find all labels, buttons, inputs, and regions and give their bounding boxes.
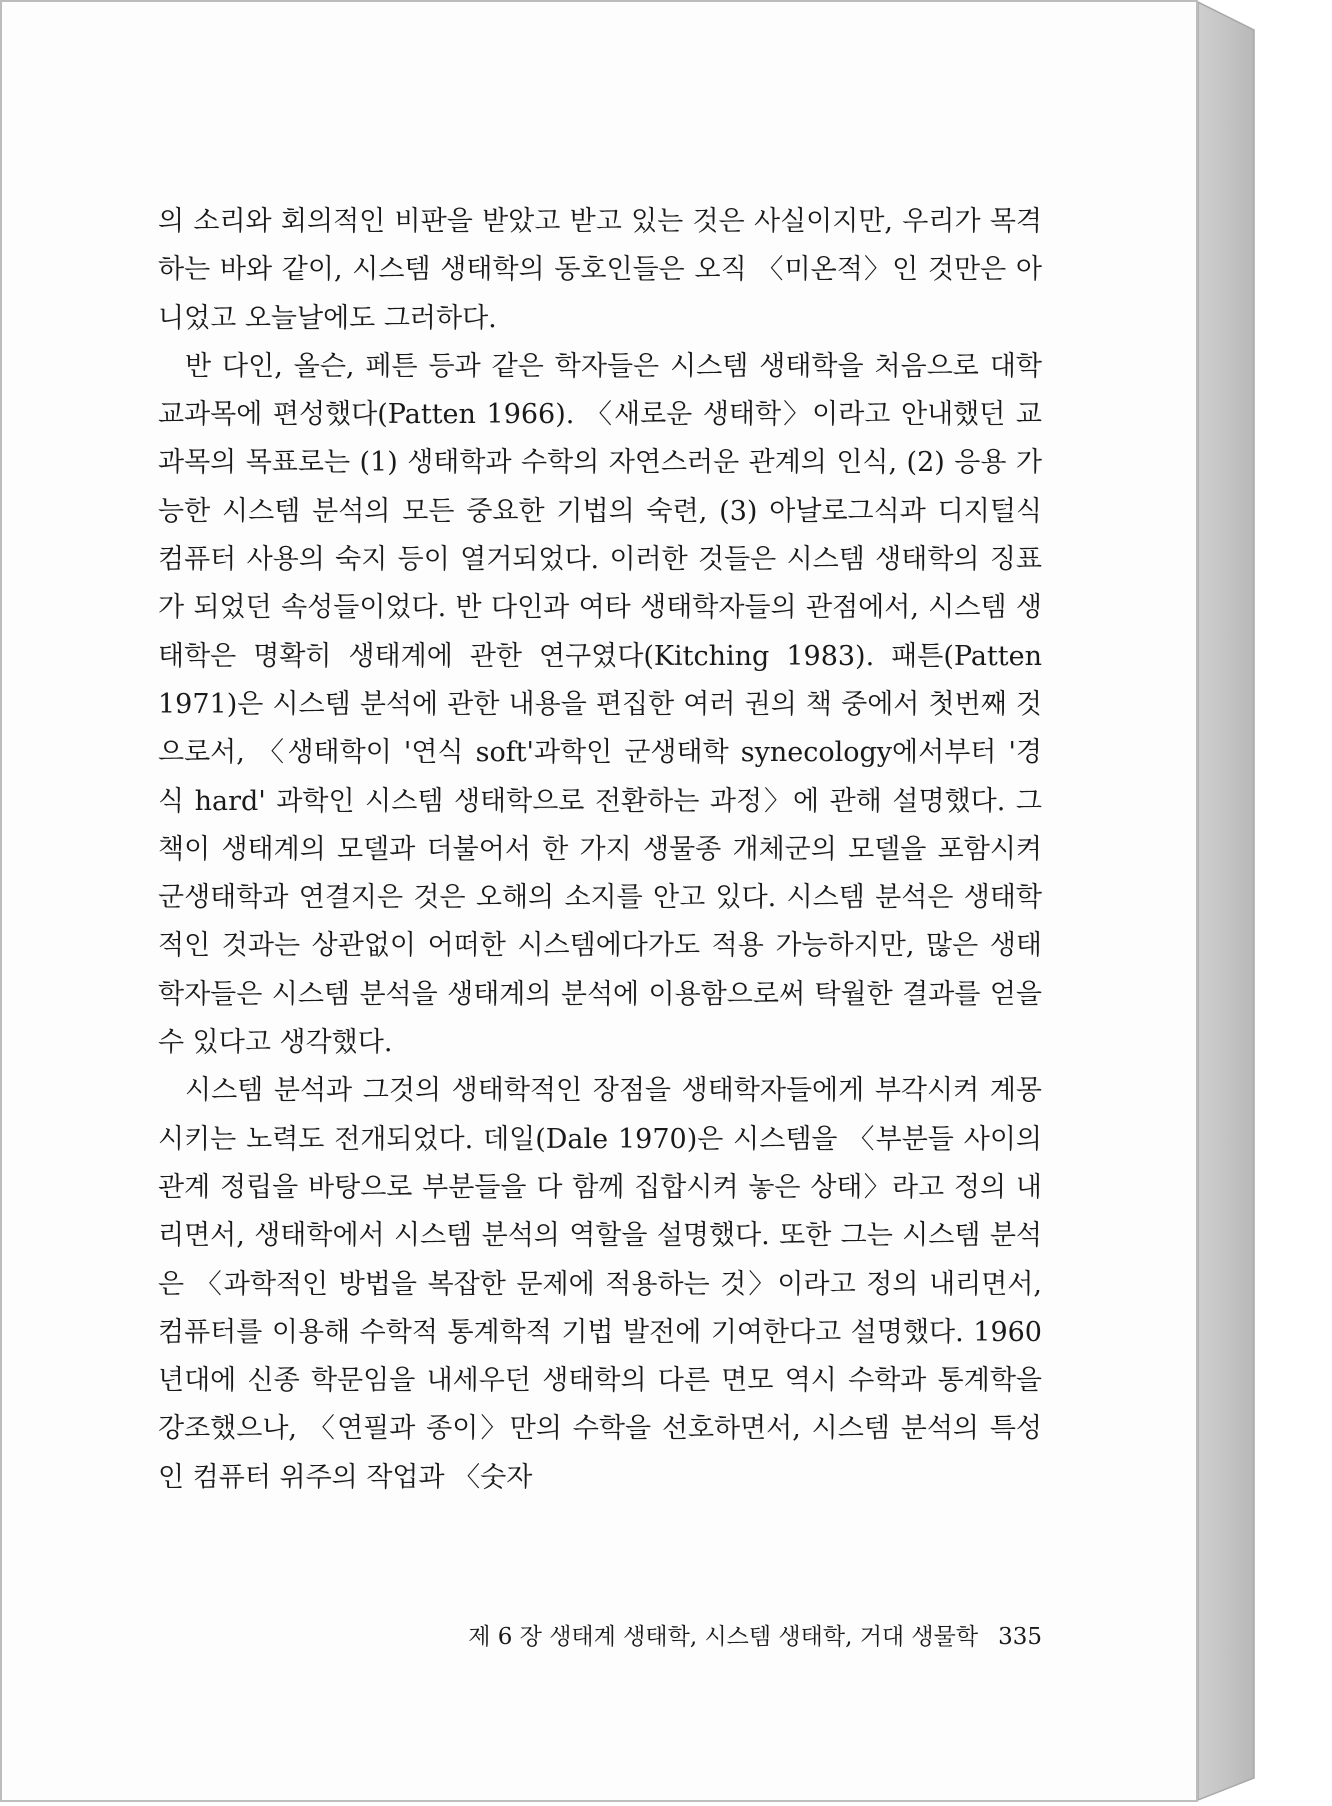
book-edge-shading	[1198, 0, 1256, 1802]
book-edge	[1198, 0, 1256, 1802]
paragraph: 반 다인, 올슨, 페튼 등과 같은 학자들은 시스템 생태학을 처음으로 대학 교과목에 편성했다(Patten 1966). 〈새로운 생태학〉이라고 안내했던 교과목의 목표로는 (1) 생태학과 수학의 자연스러운 관계의 인식, (2) 응용 가능한 시스템 분석의 모든 중요한 기법의 숙련, (3) 아날로그식과 디지털식 컴퓨터 사용의 숙지 등이 열거되었다. 이러한 것들은 시스템 생태학의 징표가 되었던 속성들이었다. 반 다인과 여타 생태학자들의 관점에서, 시스템 생태학은 명확히 생태계에 관한 연구였다(Kitching 1983). 패튼(Patten 1971)은 시스템 분석에 관한 내용을 편집한 여러 권의 책 중에서 첫번째 것으로서, 〈생태학이 '연식 soft'과학인 군생태학 synecology에서부터 '경식 hard' 과학인 시스템 생태학으로 전환하는 과정〉에 관해 설명했다. 그 책이 생태계의 모델과 더불어서 한 가지 생물종 개체군의 모델을 포함시켜 군생태학과 연결지은 것은 오해의 소지를 안고 있다. 시스템 분석은 생태학적인 것과는 상관없이 어떠한 시스템에다가도 적용 가능하지만, 많은 생태학자들은 시스템 분석을 생태계의 분석에 이용함으로써 탁월한 결과를 얻을 수 있다고 생각했다.	[158, 350, 1042, 1059]
running-footer	[158, 1618, 1042, 1651]
body-text	[158, 198, 1042, 1502]
paragraph: 시스템 분석과 그것의 생태학적인 장점을 생태학자들에게 부각시켜 계몽시키는 노력도 전개되었다. 데일(Dale 1970)은 시스템을 〈부분들 사이의 관계 정립을 바탕으로 부분들을 다 함께 집합시켜 놓은 상태〉라고 정의 내리면서, 생태학에서 시스템 분석의 역할을 설명했다. 또한 그는 시스템 분석은 〈과학적인 방법을 복잡한 문제에 적용하는 것〉이라고 정의 내리면서, 컴퓨터를 이용해 수학적 통계학적 기법 발전에 기여한다고 설명했다. 1960년대에 신종 학문임을 내세우던 생태학의 다른 면모 역시 수학과 통계학을 강조했으나, 〈연필과 종이〉만의 수학을 선호하면서, 시스템 분석의 특성인 컴퓨터 위주의 작업과 〈숫자	[158, 1075, 1042, 1493]
paragraph-continued: 의 소리와 회의적인 비판을 받았고 받고 있는 것은 사실이지만, 우리가 목격하는 바와 같이, 시스템 생태학의 동호인들은 오직 〈미온적〉인 것만은 아니었고 오늘날에도 그러하다.	[158, 206, 1042, 334]
page-number: 335	[998, 1624, 1042, 1650]
chapter-title: 제 6 장 생태계 생태학, 시스템 생태학, 거대 생물학	[468, 1624, 979, 1650]
